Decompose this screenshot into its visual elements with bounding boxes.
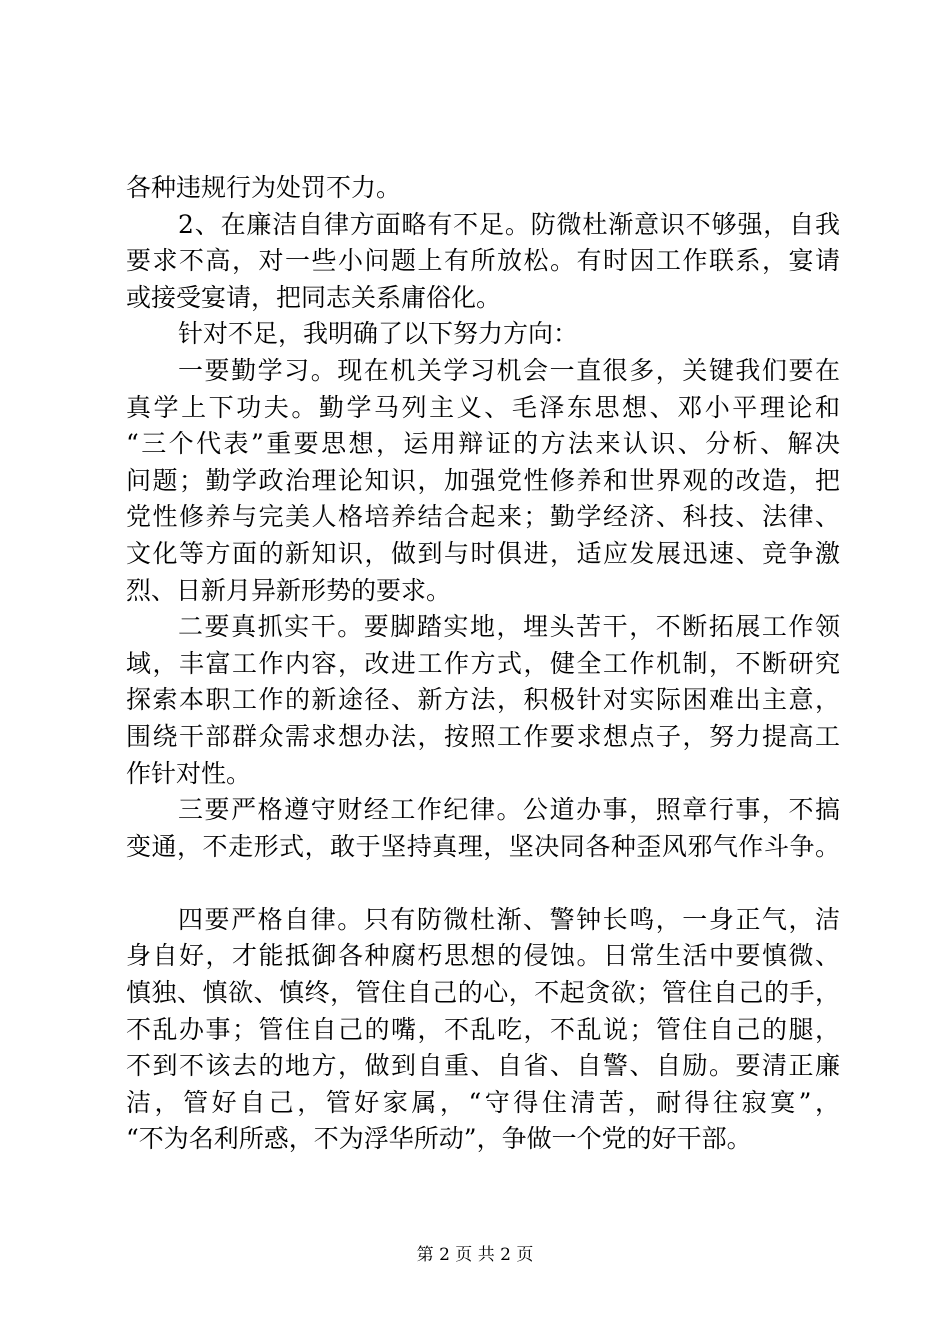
paragraph-gap — [126, 865, 840, 902]
text-line: 身自好，才能抵御各种腐朽思想的侵蚀。日常生活中要慎微、 — [126, 941, 840, 971]
text-line: 党性修养与完美人格培养结合起来；勤学经济、科技、法律、 — [126, 502, 840, 532]
text-line: 2、在廉洁自律方面略有不足。防微杜渐意识不够强，自我 — [178, 209, 840, 239]
page-number: 第 2 页 共 2 页 — [416, 1245, 534, 1265]
text-line: “三个代表”重要思想，运用辩证的方法来认识、分析、解决 — [126, 429, 840, 459]
text-line: 慎独、慎欲、慎终，管住自己的心，不起贪欲；管住自己的手， — [126, 978, 840, 1008]
text-line: 针对不足，我明确了以下努力方向： — [178, 319, 579, 349]
text-line: 文化等方面的新知识，做到与时俱进，适应发展迅速、竞争激 — [126, 538, 840, 568]
text-line: 不到不该去的地方，做到自重、自省、自警、自励。要清正廉 — [126, 1051, 840, 1081]
text-line: 不乱办事；管住自己的嘴，不乱吃，不乱说；管住自己的腿， — [126, 1014, 840, 1044]
text-line: 探索本职工作的新途径、新方法，积极针对实际困难出主意， — [126, 685, 840, 715]
text-line: 三要严格遵守财经工作纪律。公道办事，照章行事，不搞 — [178, 795, 840, 825]
text-line: 一要勤学习。现在机关学习机会一直很多，关键我们要在 — [178, 355, 840, 385]
text-line: 或接受宴请，把同志关系庸俗化。 — [126, 282, 502, 312]
text-line: 围绕干部群众需求想办法，按照工作要求想点子，努力提高工 — [126, 721, 840, 751]
text-line: 洁，管好自己，管好家属，“守得住清苦，耐得往寂寞”， — [126, 1087, 840, 1117]
text-line: 烈、日新月异新形势的要求。 — [126, 575, 452, 605]
text-line: 域，丰富工作内容，改进工作方式，健全工作机制，不断研究 — [126, 648, 840, 678]
text-line: 作针对性。 — [126, 758, 252, 788]
text-line: 二要真抓实干。要脚踏实地，埋头苦干，不断拓展工作领 — [178, 612, 840, 642]
document-body — [126, 170, 840, 1158]
text-line: 问题；勤学政治理论知识，加强党性修养和世界观的改造，把 — [126, 465, 840, 495]
text-line: “不为名利所惑，不为浮华所动”，争做一个党的好干部。 — [126, 1124, 752, 1154]
text-line: 各种违规行为处罚不力。 — [126, 173, 402, 202]
text-line: 变通，不走形式，敢于坚持真理，坚决同各种歪风邪气作斗争。 — [126, 831, 840, 861]
text-line: 要求不高，对一些小问题上有所放松。有时因工作联系，宴请 — [126, 246, 840, 276]
text-line: 真学上下功夫。勤学马列主义、毛泽东思想、邓小平理论和 — [126, 392, 840, 422]
text-line: 四要严格自律。只有防微杜渐、警钟长鸣，一身正气，洁 — [178, 904, 840, 934]
